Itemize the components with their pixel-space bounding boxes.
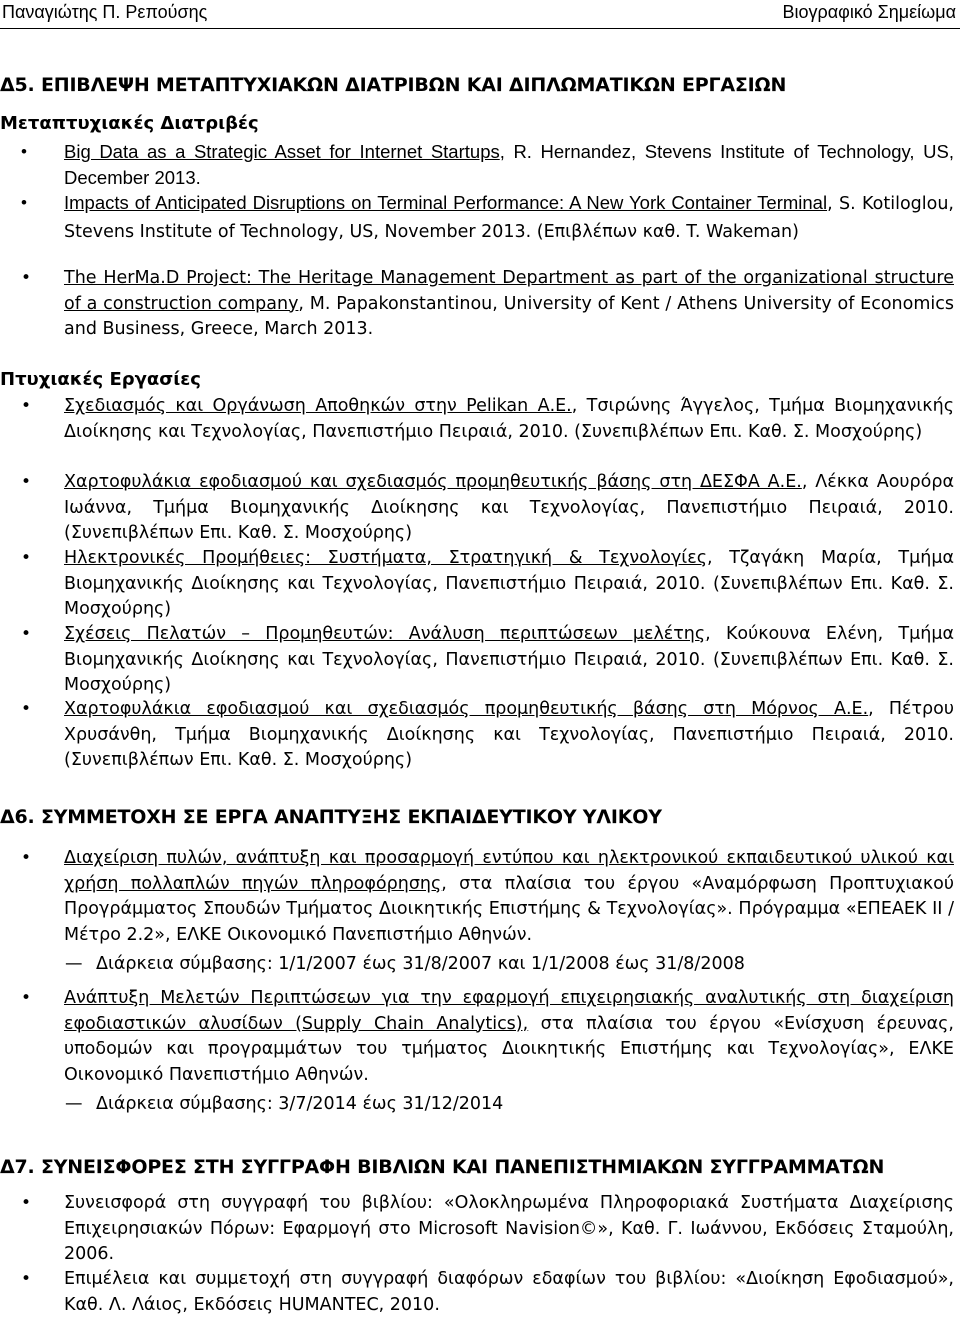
masters-item-2 xyxy=(64,190,954,245)
masters-item-2-rest: , S. Kotiloglou, Stevens Institute of Technology, US, November 2013. (Επιβλέπων καθ. T. Wakeman) xyxy=(64,194,954,242)
bachelor-item-5-rest: , Πέτρου Χρυσάνθη, Τμήμα Βιομηχανικής Διοίκησης και Τεχνολογίας, Πανεπιστήμιο Πειραιά, 2010. (Συνεπιβλέπων Επι. Καθ. Σ. Μοσχούρης) xyxy=(64,699,954,770)
project-item-1-title: Διαχείριση πυλών, ανάπτυξη και προσαρμογή εντύπου και ηλεκτρονικού εκπαιδευτικού υλικού και χρήση πολλαπλών πηγών πληροφόρησης xyxy=(64,848,954,894)
bachelor-item-2-rest: , Λέκκα Αουρόρα Ιωάννα, Τμήμα Βιομηχανικής Διοίκησης και Τεχνολογίας, Πανεπιστήμιο Πειραιά, 2010. (Συνεπιβλέπων Επι. Καθ. Σ. Μοσχούρης) xyxy=(64,472,955,543)
bachelor-item-3 xyxy=(64,546,954,623)
masters-item-3-title: The HerMa.D Project: The Heritage Management Department as part of the organizational structure of a construction company xyxy=(64,268,954,314)
page-header xyxy=(0,0,960,30)
section-6-title: Δ6. ΣΥΜΜΕΤΟΧΗ ΣΕ ΕΡΓΑ ΑΝΑΠΤΥΞΗΣ ΕΚΠΑΙΔΕΥΤΙΚΟΥ ΥΛΙΚΟΥ xyxy=(0,806,662,828)
masters-item-1-rest: , R. Hernandez, Stevens Institute of Technology, US, December 2013. xyxy=(64,141,954,188)
bachelor-item-4 xyxy=(64,622,954,699)
project-item-1-duration: — Διάρκεια σύμβασης: 1/1/2007 έως 31/8/2007 και 1/1/2008 έως 31/8/2008 xyxy=(96,952,745,977)
masters-item-1 xyxy=(64,139,954,190)
project-item-2-duration: — Διάρκεια σύμβασης: 3/7/2014 έως 31/12/2014 xyxy=(96,1092,503,1117)
bachelor-item-4-title: Σχέσεις Πελατών – Προμηθευτών: Ανάλυση περιπτώσεων μελέτης xyxy=(64,624,706,644)
bachelor-item-4-rest: , Κούκουνα Ελένη, Τμήμα Βιομηχανικής Διοίκησης και Τεχνολογίας, Πανεπιστήμιο Πειραιά, 2010. (Συνεπιβλέπων Επι. Καθ. Σ. Μοσχούρης) xyxy=(64,624,955,695)
masters-item-2-title: Impacts of Anticipated Disruptions on Terminal Performance: A New York Container Terminal xyxy=(64,192,828,213)
bachelor-item-1-title: Σχεδιασμός και Οργάνωση Αποθηκών στην Pelikan Α.Ε. xyxy=(64,396,572,416)
bachelor-item-2 xyxy=(64,470,954,547)
bachelor-item-5-title: Χαρτοφυλάκια εφοδιασμού και σχεδιασμός προμηθευτικής βάσης στη Μόρνος Α.Ε. xyxy=(64,699,869,719)
section-7-title: Δ7. ΣΥΝΕΙΣΦΟΡΕΣ ΣΤΗ ΣΥΓΓΡΑΦΗ ΒΙΒΛΙΩΝ ΚΑΙ ΠΑΝΕΠΙΣΤΗΜΙΑΚΩΝ ΣΥΓΓΡΑΜΜΑΤΩΝ xyxy=(0,1156,885,1178)
bachelor-item-3-title: Ηλεκτρονικές Προμήθειες: Συστήματα, Στρατηγική & Τεχνολογίες xyxy=(64,548,707,568)
book-item-2: • Επιμέλεια και συμμετοχή στη συγγραφή διαφόρων εδαφίων του βιβλίου: «Διοίκηση Εφοδιασμού», Καθ. Λ. Λάιος, Εκδόσεις HUMANTEC, 2010. xyxy=(64,1267,954,1318)
project-item-2-title: Ανάπτυξη Μελετών Περιπτώσεων για την εφαρμογή επιχειρησιακής αναλυτικής στη διαχείριση εφοδιαστικών αλυσίδων (Supply Chain Analytics), xyxy=(64,988,954,1034)
bachelor-item-2-title: Χαρτοφυλάκια εφοδιασμού και σχεδιασμός προμηθευτικής βάσης στη ΔΕΣΦΑ Α.Ε. xyxy=(64,472,802,492)
section-5-title: Δ5. ΕΠΙΒΛΕΨΗ ΜΕΤΑΠΤΥΧΙΑΚΩΝ ΔΙΑΤΡΙΒΩΝ ΚΑΙ ΔΙΠΛΩΜΑΤΙΚΩΝ ΕΡΓΑΣΙΩΝ xyxy=(0,74,787,96)
bachelor-item-5 xyxy=(64,697,954,774)
bachelor-heading: Πτυχιακές Εργασίες xyxy=(0,369,201,390)
masters-item-3 xyxy=(64,266,954,343)
project-item-2 xyxy=(64,986,954,1088)
header-author: Παναγιώτης Π. Ρεπούσης xyxy=(2,2,208,22)
header-rule xyxy=(0,28,960,29)
masters-item-3-rest: , M. Papakonstantinou, University of Kent / Athens University of Economics and Business, Greece, March 2013. xyxy=(64,293,954,339)
bachelor-item-1 xyxy=(64,394,954,445)
header-doc-title: Βιογραφικό Σημείωμα xyxy=(782,2,956,22)
project-item-1 xyxy=(64,846,954,948)
book-item-1: • Συνεισφορά στη συγγραφή του βιβλίου: «Ολοκληρωμένα Πληροφοριακά Συστήματα Διαχείρισης Επιχειρησιακών Πόρων: Εφαρμογή στο Microsoft Navision©», Καθ. Γ. Ιωάννου, Εκδόσεις Σταμούλη, 2006. xyxy=(64,1191,954,1268)
bachelor-item-1-rest: , Τσιρώνης Άγγελος, Τμήμα Βιομηχανικής Διοίκησης και Τεχνολογίας, Πανεπιστήμιο Πειραιά, 2010. (Συνεπιβλέπων Επι. Καθ. Σ. Μοσχούρης) xyxy=(64,396,954,442)
masters-item-1-title: Big Data as a Strategic Asset for Internet Startups xyxy=(64,141,500,162)
bachelor-item-3-rest: , Τζαγάκη Μαρία, Τμήμα Βιομηχανικής Διοίκησης και Τεχνολογίας, Πανεπιστήμιο Πειραιά, 2010. (Συνεπιβλέπων Επι. Καθ. Σ. Μοσχούρης) xyxy=(64,548,954,619)
project-item-2-rest: στα πλαίσια του έργου «Ενίσχυση έρευνας, υποδομών και προγραμμάτων του τμήματος Διοικητικής Επιστήμης και Τεχνολογίας», ΕΛΚΕ Οικονομικό Πανεπιστήμιο Αθηνών. xyxy=(64,1013,954,1085)
masters-heading: Μεταπτυχιακές Διατριβές xyxy=(0,113,259,134)
project-item-1-rest: , στα πλαίσια του έργου «Αναμόρφωση Προπτυχιακού Προγράμματος Σπουδών Τμήματος Διοικητικής Επιστήμης & Τεχνολογίας». Πρόγραμμα «ΕΠΕΑΕΚ ΙΙ / Μέτρο 2.2», ΕΛΚΕ Οικονομικό Πανεπιστήμιο Αθηνών. xyxy=(64,873,954,945)
